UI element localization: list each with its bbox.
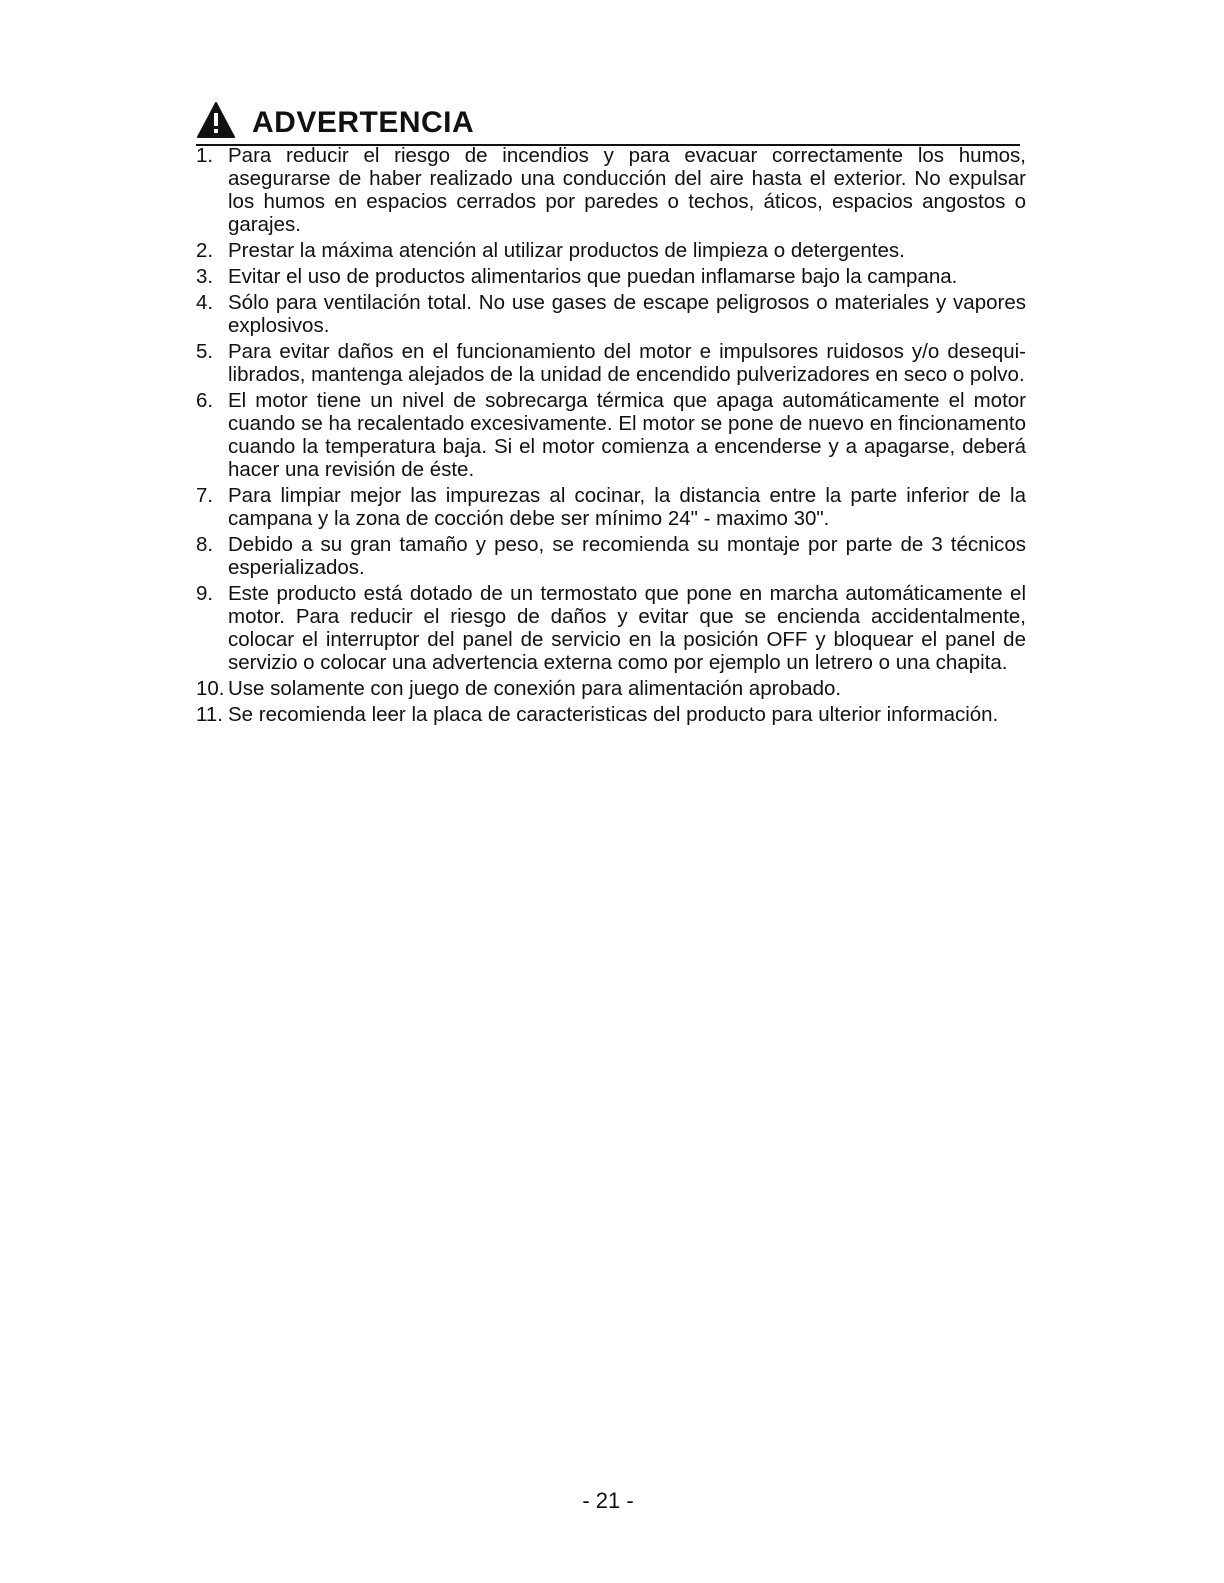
item-number: 6. bbox=[196, 389, 214, 412]
item-text: Prestar la máxima atención al utilizar productos de limpieza o detergentes. bbox=[228, 239, 905, 262]
item-text: Para reducir el riesgo de incendios y para evacuar correctamente los humos, asegurarse de haber realizado una conducción del aire hasta el exterior. No expulsar los humos en espacios cerrados por paredes o techos, áticos, espacios angostos o garajes. bbox=[228, 144, 1026, 236]
item-text: Use solamente con juego de conexión para alimentación aprobado. bbox=[228, 677, 842, 700]
warning-heading bbox=[196, 98, 1020, 146]
item-text: El motor tiene un nivel de sobrecarga térmica que apaga automáticamente el motor cuando se ha recalentado excesivamente. El motor se pone de nuevo en fincionamento cuando la temperatura baja. Si el motor comienza a encenderse y a apagarse, deberá hacer una revisión de éste. bbox=[228, 389, 1026, 481]
item-number: 4. bbox=[196, 291, 214, 314]
item-text: Este producto está dotado de un termostato que pone en marcha automáticamente el motor. Para reducir el riesgo de daños y evitar que se encienda accidentalmente, colocar el interruptor del panel de servicio en la posición OFF y bloquear el panel de servizio o colocar una advertencia externa como por ejemplo un letrero o una chapita. bbox=[228, 582, 1026, 674]
warning-item-10 bbox=[196, 677, 1026, 700]
item-number: 11. bbox=[196, 703, 223, 726]
warning-item-4 bbox=[196, 291, 1026, 337]
item-number: 3. bbox=[196, 265, 214, 288]
page-number-text: - 21 - bbox=[582, 1488, 634, 1513]
warning-list bbox=[196, 144, 1026, 729]
page-number bbox=[0, 1488, 1224, 1514]
item-text: Para evitar daños en el funcionamiento del motor e impulsores ruidosos y/o desequi-librados, mantenga alejados de la unidad de encendido pulverizadores en seco o polvo. bbox=[228, 340, 1026, 386]
item-number: 2. bbox=[196, 239, 214, 262]
warning-item-2 bbox=[196, 239, 1026, 262]
page-title: ADVERTENCIA bbox=[252, 106, 475, 139]
warning-triangle-icon bbox=[196, 100, 236, 140]
item-number: 8. bbox=[196, 533, 214, 556]
item-text: Debido a su gran tamaño y peso, se recomienda su montaje por parte de 3 técnicos esperializados. bbox=[228, 533, 1026, 579]
item-text: Sólo para ventilación total. No use gases de escape peligrosos o materiales y vapores explosivos. bbox=[228, 291, 1026, 337]
warning-item-11 bbox=[196, 703, 1026, 726]
item-number: 9. bbox=[196, 582, 214, 605]
item-text: Para limpiar mejor las impurezas al cocinar, la distancia entre la parte inferior de la campana y la zona de cocción debe ser mínimo 24" - maximo 30". bbox=[228, 484, 1026, 530]
item-number: 5. bbox=[196, 340, 214, 363]
item-text: Evitar el uso de productos alimentarios que puedan inflamarse bajo la campana. bbox=[228, 265, 958, 288]
warning-item-5 bbox=[196, 340, 1026, 386]
warning-item-6 bbox=[196, 389, 1026, 481]
item-number: 10. bbox=[196, 677, 225, 700]
warning-item-8 bbox=[196, 533, 1026, 579]
warning-item-9 bbox=[196, 582, 1026, 674]
warning-item-1 bbox=[196, 144, 1026, 236]
item-number: 1. bbox=[196, 144, 214, 167]
warning-item-7 bbox=[196, 484, 1026, 530]
item-text: Se recomienda leer la placa de caracteristicas del producto para ulterior información. bbox=[228, 703, 999, 726]
warning-item-3 bbox=[196, 265, 1026, 288]
item-number: 7. bbox=[196, 484, 214, 507]
